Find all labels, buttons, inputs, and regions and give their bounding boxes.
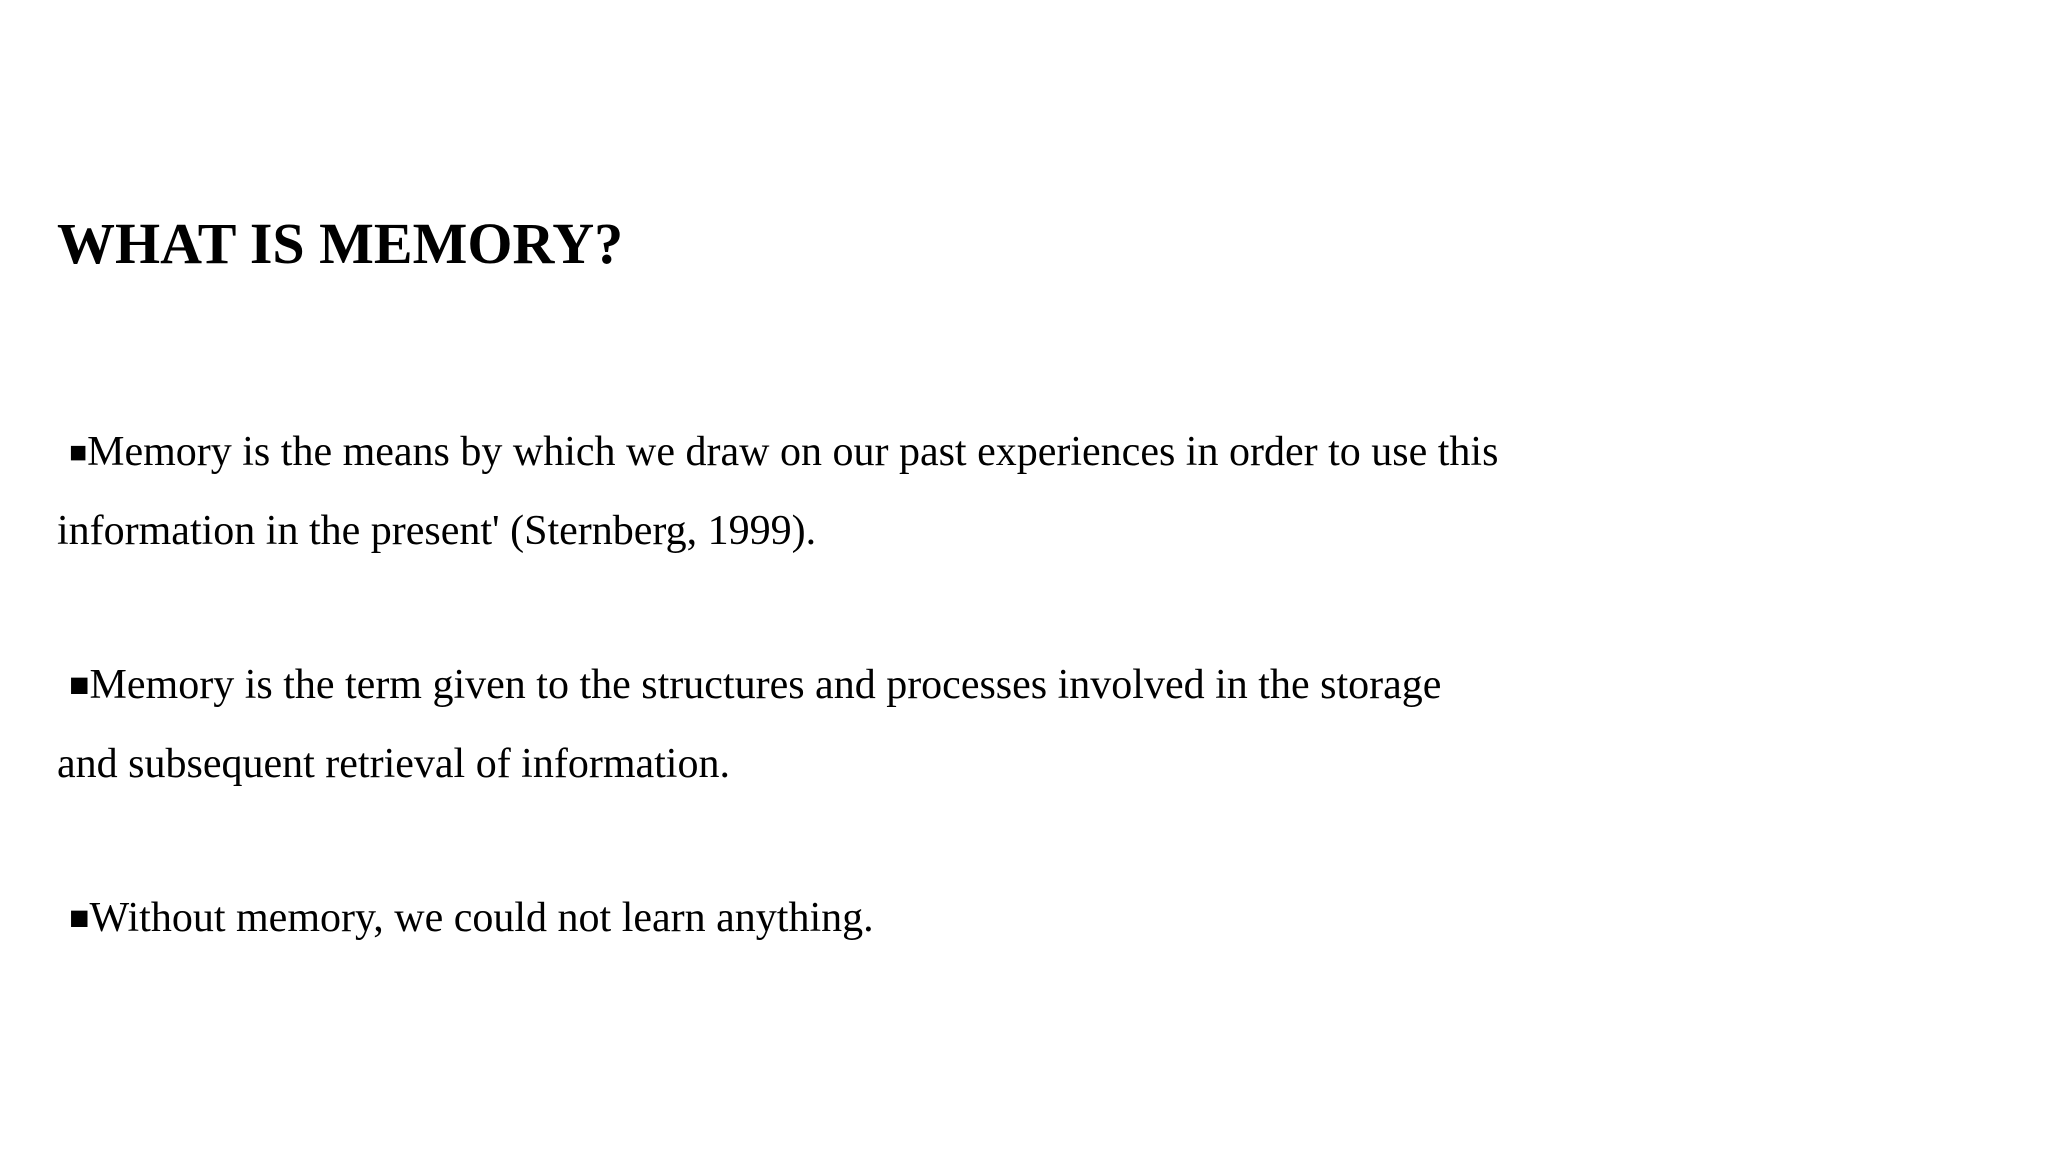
- paragraph-3-line-1: [57, 879, 1657, 958]
- bullet-paragraph-1: [57, 413, 1657, 570]
- square-bullet-icon: ■: [69, 436, 88, 469]
- paragraph-1-text-1: Memory is the means by which we draw on our past experiences in order to use this: [87, 429, 1499, 475]
- square-bullet-icon: ■: [69, 667, 90, 704]
- paragraph-1-line-1: [57, 413, 1657, 492]
- paragraph-2-line-1: [57, 646, 1657, 725]
- square-bullet-icon: ■: [69, 900, 90, 937]
- slide-title: WHAT IS MEMORY?: [57, 211, 624, 276]
- paragraph-2-line-2: and subsequent retrieval of information.: [57, 741, 730, 787]
- paragraph-3-text-1: Without memory, we could not learn anything.: [89, 895, 874, 941]
- bullet-paragraph-2: [57, 646, 1657, 803]
- paragraph-2-text-1: Memory is the term given to the structures and processes involved in the storage: [89, 662, 1442, 708]
- bullet-paragraph-3: [57, 879, 1657, 958]
- paragraph-1-line-2: information in the present' (Sternberg, 1999).: [57, 508, 817, 554]
